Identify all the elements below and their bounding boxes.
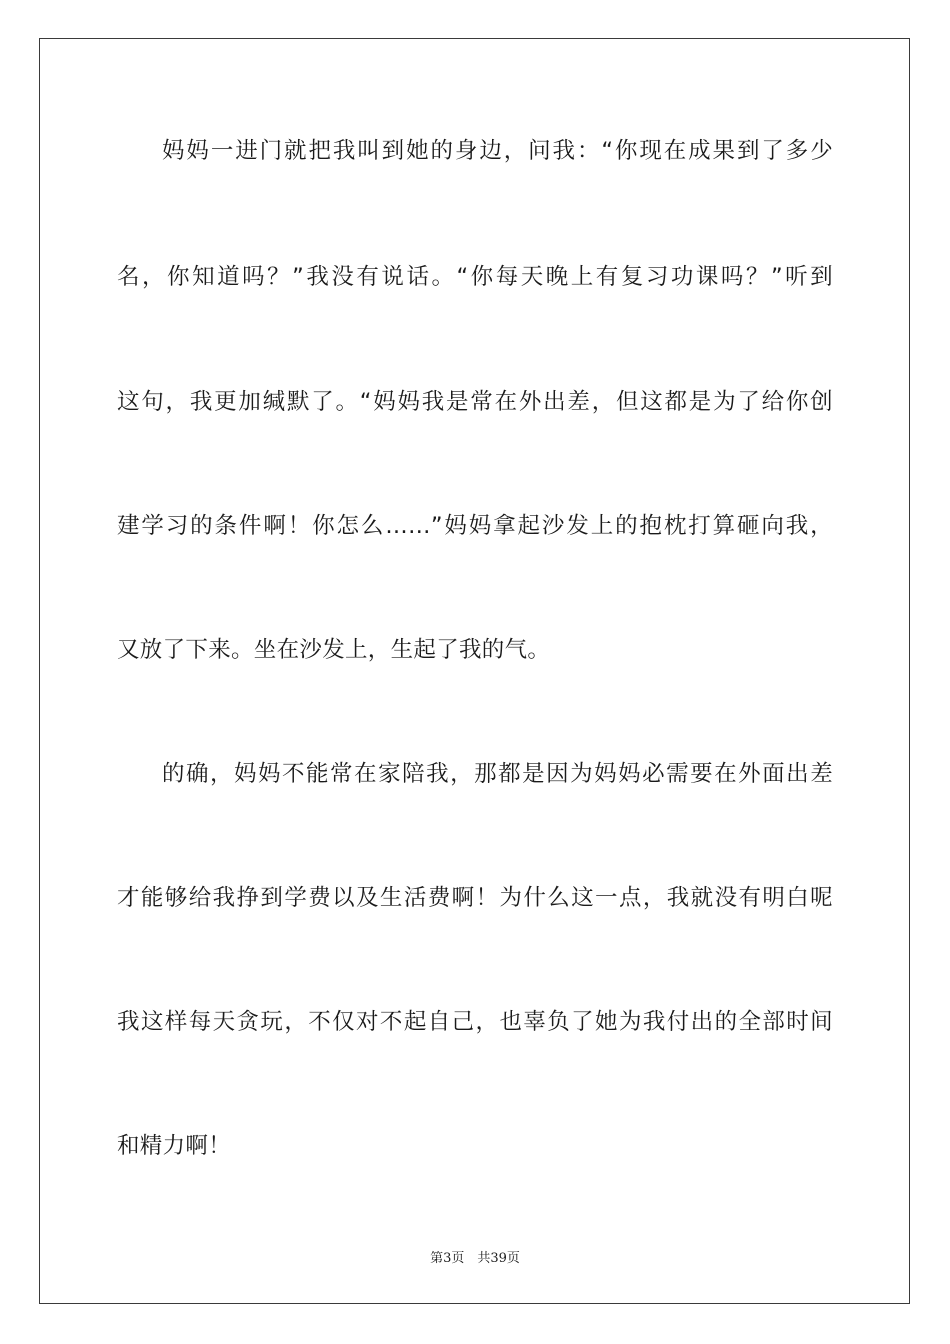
text-line: 和精力啊！ [117,1133,232,1159]
text-line: 妈妈一进门就把我叫到她的身边，问我：“你现在成果到了多少 [162,138,833,164]
text-line: 这句，我更加缄默了。“妈妈我是常在外出差，但这都是为了给你创 [117,389,833,415]
page-frame [39,38,910,1304]
text-line: 建学习的条件啊！你怎么……”妈妈拿起沙发上的抱枕打算砸向我， [117,513,833,539]
text-line: 名，你知道吗？”我没有说话。“你每天晚上有复习功课吗？”听到 [117,264,833,290]
text-line: 才能够给我挣到学费以及生活费啊！为什么这一点，我就没有明白呢 [117,885,833,911]
text-line: 我这样每天贪玩，不仅对不起自己，也辜负了她为我付出的全部时间 [117,1009,833,1035]
page-number: 第3页 共39页 [430,1251,520,1266]
text-line: 又放了下来。坐在沙发上，生起了我的气。 [117,637,551,663]
text-line: 的确，妈妈不能常在家陪我，那都是因为妈妈必需要在外面出差 [162,761,833,787]
